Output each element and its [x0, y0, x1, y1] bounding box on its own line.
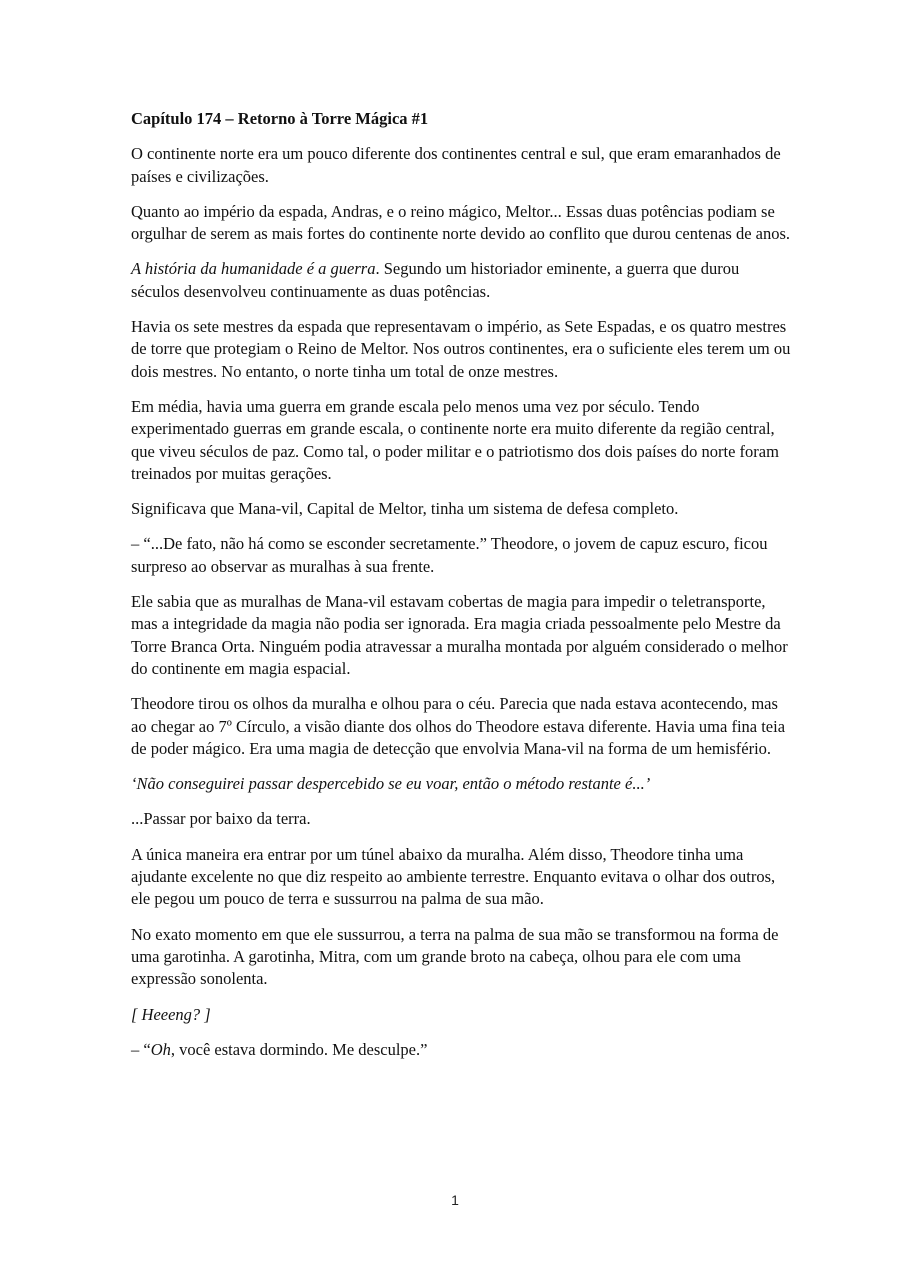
paragraph: [131, 773, 791, 795]
text-run: Havia os sete mestres da espada que representavam o império, as Sete Espadas, e os quatro mestres de torre que protegiam o Reino de Meltor. Nos outros continentes, era o suficiente eles terem um ou dois mestres. No entanto, o norte tinha um total de onze mestres.: [131, 317, 791, 381]
paragraph: [131, 1004, 791, 1026]
text-run: Significava que Mana-vil, Capital de Meltor, tinha um sistema de defesa completo.: [131, 499, 679, 519]
text-run: O continente norte era um pouco diferente dos continentes central e sul, que eram emaranhados de países e civilizações.: [131, 144, 781, 186]
text-run: , você estava dormindo. Me desculpe.”: [170, 1039, 428, 1059]
paragraph: [131, 924, 791, 991]
paragraph: [131, 396, 791, 485]
italic-text: [ Heeeng? ]: [131, 1004, 211, 1024]
text-run: – “: [131, 1039, 151, 1059]
chapter-title: Capítulo 174 – Retorno à Torre Mágica #1: [131, 109, 429, 128]
page-number: 1: [451, 1192, 459, 1208]
paragraph: [131, 316, 791, 383]
text-run: . Segundo um historiador eminente, a guerra que durou séculos desenvolveu continuamente as duas potências.: [131, 259, 740, 301]
italic-text: A história da humanidade é a guerra: [131, 259, 376, 279]
document-body: [131, 108, 791, 1074]
paragraph: [131, 808, 791, 830]
paragraph: [131, 1039, 791, 1061]
text-run: No exato momento em que ele sussurrou, a terra na palma de sua mão se transformou na forma de uma garotinha. A garotinha, Mitra, com um grande broto na cabeça, olhou para ele com uma expressão sonolenta.: [131, 924, 779, 989]
paragraph: [131, 143, 791, 188]
paragraph: [131, 591, 791, 680]
paragraph: [131, 201, 791, 246]
italic-text: Oh: [150, 1039, 171, 1059]
paragraph: [131, 533, 791, 578]
italic-text: ‘Não conseguirei passar despercebido se eu voar, então o método restante é...’: [131, 774, 651, 794]
paragraph: [131, 693, 791, 760]
paragraph: [131, 498, 791, 520]
paragraph: [131, 258, 791, 303]
text-run: Theodore tirou os olhos da muralha e olhou para o céu. Parecia que nada estava acontecendo, mas ao chegar ao 7º Círculo, a visão diante dos olhos do Theodore estava diferente. Havia uma fina teia de poder mágico. Era uma magia de detecção que envolvia Mana-vil na forma de um hemisfério.: [131, 694, 786, 758]
text-run: Ele sabia que as muralhas de Mana-vil estavam cobertas de magia para impedir o teletransporte, mas a integridade da magia não podia ser ignorada. Era magia criada pessoalmente pelo Mestre da Torre Branca Orta. Ninguém podia atravessar a muralha montada por alguém considerado o melhor do continente em magia espacial.: [131, 592, 788, 678]
text-run: ...Passar por baixo da terra.: [131, 809, 311, 829]
paragraph-list: [131, 143, 791, 1061]
text-run: – “...De fato, não há como se esconder secretamente.” Theodore, o jovem de capuz escuro, ficou surpreso ao observar as muralhas à sua frente.: [131, 534, 768, 576]
paragraph: [131, 844, 791, 911]
text-run: Quanto ao império da espada, Andras, e o reino mágico, Meltor... Essas duas potências podiam se orgulhar de serem as mais fortes do continente norte devido ao conflito que durou centenas de anos.: [131, 201, 791, 244]
text-run: Em média, havia uma guerra em grande escala pelo menos uma vez por século. Tendo experimentado guerras em grande escala, o continente norte era muito diferente da região central, que viveu séculos de paz. Como tal, o poder militar e o patriotismo dos dois países do norte foram treinados por muitas gerações.: [131, 396, 779, 483]
text-run: A única maneira era entrar por um túnel abaixo da muralha. Além disso, Theodore tinha uma ajudante excelente no que diz respeito ao ambiente terrestre. Enquanto evitava o olhar dos outros, ele pegou um pouco de terra e sussurrou na palma de sua mão.: [131, 844, 776, 909]
